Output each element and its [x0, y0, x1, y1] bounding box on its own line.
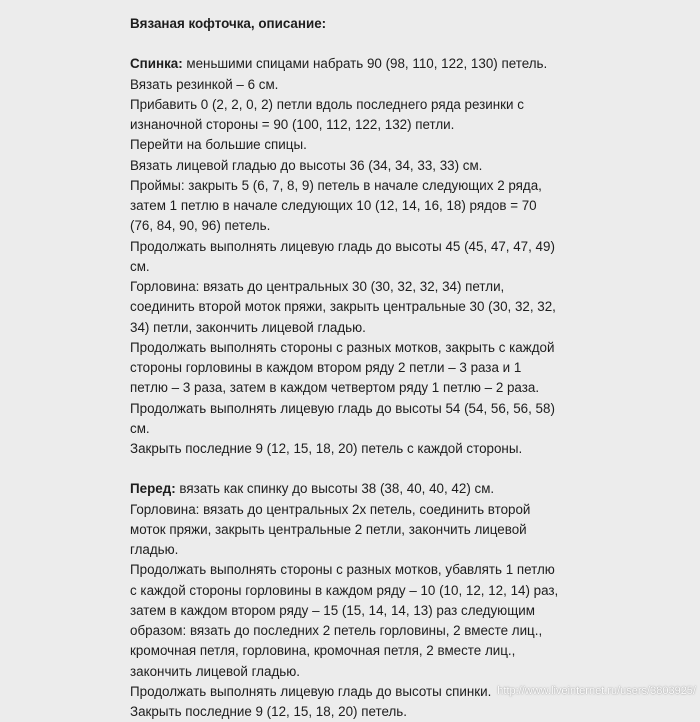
front-line: кромочная петля, горловина, кромочная петля, 2 вместе лиц., [130, 643, 516, 659]
front-line: с каждой стороны горловины в каждом ряду – 10 (10, 12, 12, 14) раз, [130, 582, 559, 598]
back-line: изнаночной стороны = 90 (100, 112, 122, 132) петли. [130, 117, 455, 132]
document [130, 14, 690, 722]
front-heading: Перед: [130, 481, 176, 497]
front-line: Горловина: вязать до центральных 2х петель, соединить второй [130, 501, 531, 517]
back-line [130, 54, 690, 74]
back-line: Продолжать выполнять лицевую гладь до высоты 54 (54, 56, 56, 58) [130, 400, 555, 416]
back-line: стороны горловины в каждом втором ряду 2 петли – 3 раза и 1 [130, 360, 522, 375]
back-line: затем 1 петлю в начале следующих 10 (12, 14, 16, 18) рядов = 70 [130, 198, 537, 213]
front-line: Закрыть последние 9 (12, 15, 18, 20) петель. [130, 704, 407, 719]
front-line: затем в каждом втором ряду – 15 (15, 14, 14, 13) раз следующим [130, 602, 535, 618]
front-line [130, 479, 690, 499]
front-line-text: вязать как спинку до высоты 38 (38, 40, 40, 42) см. [175, 481, 495, 497]
section-back [130, 54, 690, 459]
back-line: 34) петли, закончить лицевой гладью. [130, 319, 366, 335]
back-line: соединить второй моток пряжи, закрыть центральные 30 (30, 32, 32, [130, 299, 556, 315]
back-line: Вязать резинкой – 6 см. [130, 76, 279, 92]
back-line: Прибавить 0 (2, 2, 0, 2) петли вдоль последнего ряда резинки с [130, 96, 524, 112]
back-heading: Спинка: [130, 56, 183, 72]
back-line-text: меньшими спицами набрать 90 (98, 110, 122, 130) петель. [182, 56, 548, 72]
back-line: Вязать лицевой гладью до высоты 36 (34, 34, 33, 33) см. [130, 157, 483, 173]
front-line: образом: вязать до последних 2 петель горловины, 2 вместе лиц., [130, 623, 543, 638]
back-line: Продолжать выполнять лицевую гладь до высоты 45 (45, 47, 47, 49) [130, 238, 555, 254]
back-line: Продолжать выполнять стороны с разных мотков, закрыть с каждой [130, 339, 555, 355]
back-line: Проймы: закрыть 5 (6, 7, 8, 9) петель в начале следующих 2 ряда, [130, 177, 542, 193]
front-line: гладью. [130, 542, 179, 557]
back-line: см. [130, 258, 150, 274]
front-line: закончить лицевой гладью. [130, 663, 300, 679]
back-line: Горловина: вязать до центральных 30 (30, 32, 32, 34) петли, [130, 279, 505, 294]
back-line: Перейти на большие спицы. [130, 137, 307, 153]
watermark-url: http://www.liveinternet.ru/users/3803925/ [497, 685, 696, 697]
back-line: (76, 84, 90, 96) петель. [130, 218, 271, 234]
document-title: Вязаная кофточка, описание: [130, 16, 327, 31]
front-line: Продолжать выполнять лицевую гладь до высоты спинки. [130, 683, 492, 699]
back-line: Закрыть последние 9 (12, 15, 18, 20) петель с каждой стороны. [130, 441, 523, 456]
back-line: см. [130, 420, 150, 436]
back-line: петлю – 3 раза, затем в каждом четвертом ряду 1 петлю – 2 раза. [130, 380, 540, 396]
front-line: Продолжать выполнять стороны с разных мотков, убавлять 1 петлю [130, 562, 555, 578]
front-line: моток пряжи, закрыть центральные 2 петли, закончить лицевой [130, 521, 527, 537]
